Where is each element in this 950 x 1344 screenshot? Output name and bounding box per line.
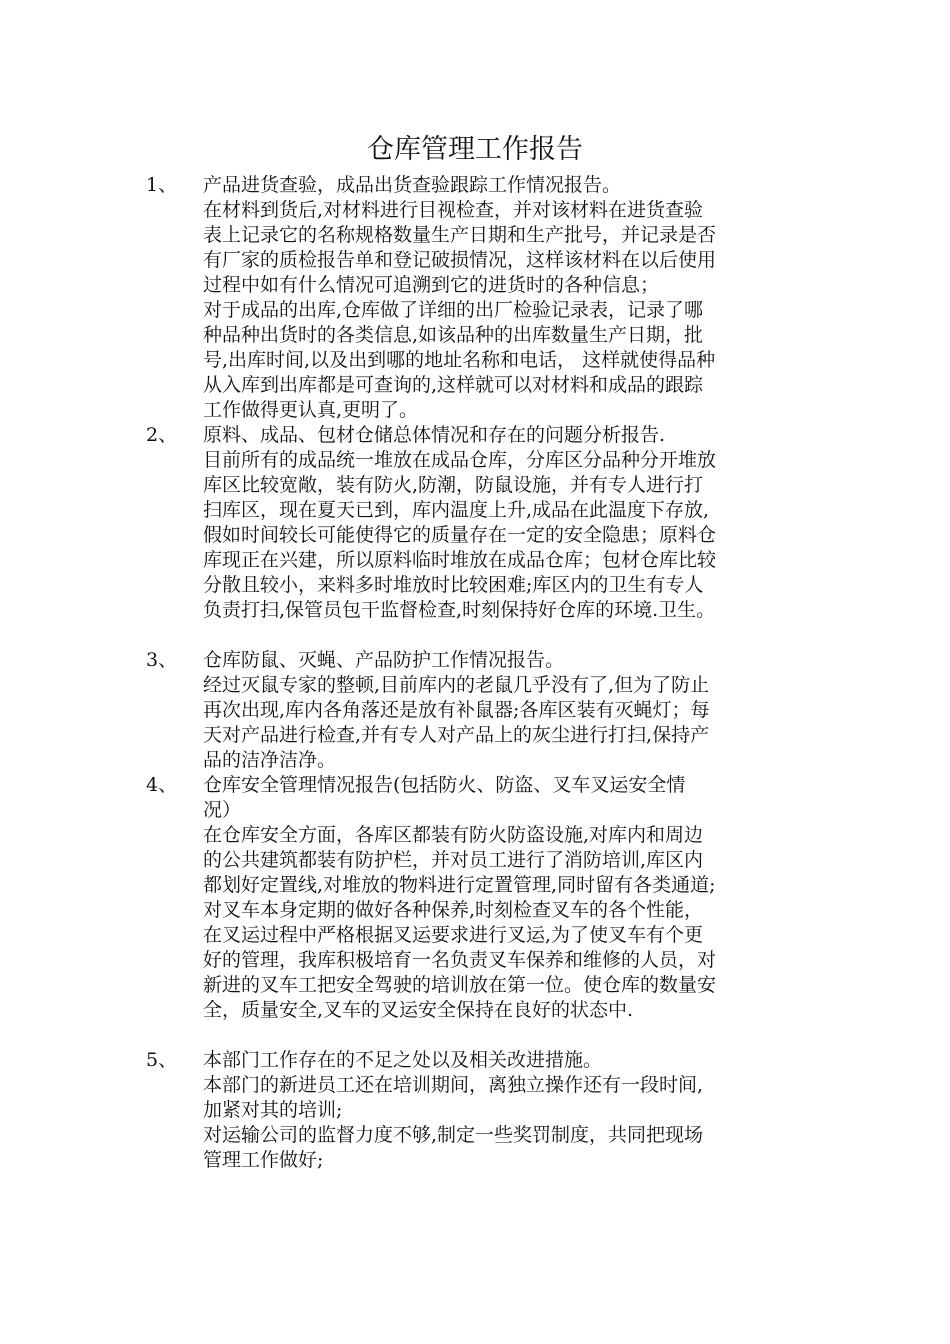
paragraph-line: 经过灭鼠专家的整顿,目前库内的老鼠几乎没有了,但为了防止 [203,674,710,696]
paragraph-line: 库区比较宽敞，装有防火,防潮，防鼠设施，并有专人进行打 [203,474,704,496]
section-heading: 产品进货查验，成品出货查验跟踪工作情况报告。 [203,174,622,196]
paragraph-line: 对于成品的出库,仓库做了详细的出厂检验记录表，记录了哪 [203,299,704,321]
paragraph-line: 库现正在兴建，所以原料临时堆放在成品仓库；包材仓库比较 [203,549,717,571]
paragraph-line: 在仓库安全方面，各库区都装有防火防盗设施,对库内和周边 [203,824,704,846]
paragraph-line: 工作做得更认真,更明了。 [203,399,419,421]
section-number: 4、 [146,774,178,796]
section-heading: 况） [203,799,242,821]
paragraph-line: 目前所有的成品统一堆放在成品仓库，分库区分品种分开堆放 [203,449,717,471]
paragraph-line: 对运输公司的监督力度不够,制定一些奖罚制度，共同把现场 [203,1124,704,1146]
paragraph-line: 扫库区，现在夏天已到，库内温度上升,成品在此温度下存放, [203,499,710,521]
paragraph-line: 假如时间较长可能使得它的质量存在一定的安全隐患；原料仓 [203,524,717,546]
section-body [203,173,815,423]
section-body [203,648,815,773]
section-number: 1、 [146,174,178,196]
paragraph-line: 加紧对其的培训; [203,1099,343,1121]
paragraph-line: 从入库到出库都是可查询的,这样就可以对材料和成品的跟踪 [203,374,704,396]
paragraph-line: 分散且较小，来料多时堆放时比较困难;库区内的卫生有专人 [203,574,704,596]
paragraph-line: 新进的叉车工把安全驾驶的培训放在第一位。使仓库的数量安 [203,974,717,996]
section-number: 3、 [146,649,178,671]
paragraph-line: 号,出库时间,以及出到哪的地址名称和电话， 这样就使得品种 [203,349,716,371]
section-heading: 仓库防鼠、灭蝇、产品防护工作情况报告。 [203,649,565,671]
paragraph-line: 再次出现,库内各角落还是放有补鼠器;各库区装有灭蝇灯；每 [203,699,710,721]
section-body [203,1048,815,1173]
paragraph-line: 表上记录它的名称规格数量生产日期和生产批号，并记录是否 [203,224,717,246]
paragraph-line: 对叉车本身定期的做好各种保养,时刻检查叉车的各个性能， [203,899,704,921]
paragraph-line: 天对产品进行检查,并有专人对产品上的灰尘进行打扫,保持产 [203,724,710,746]
section-heading: 仓库安全管理情况报告(包括防火、防盗、叉车叉运安全情 [203,774,686,796]
section-number: 5、 [146,1049,178,1071]
section-body [203,773,815,1023]
paragraph-line: 好的管理，我库积极培育一名负责叉车保养和维修的人员，对 [203,949,717,971]
paragraph-line: 有厂家的质检报告单和登记破损情况，这样该材料在以后使用 [203,249,717,271]
paragraph-line: 管理工作做好; [203,1149,324,1171]
section-body [203,423,815,623]
paragraph-line: 都划好定置线,对堆放的物料进行定置管理,同时留有各类通道; [203,874,716,896]
paragraph-line: 在叉运过程中严格根据叉运要求进行叉运,为了使叉车有个更 [203,924,704,946]
section-number: 2、 [146,424,178,446]
paragraph-line: 过程中如有什么情况可追溯到它的进货时的各种信息； [203,274,660,296]
document-title: 仓库管理工作报告 [367,134,583,165]
paragraph-line: 在材料到货后,对材料进行目视检查，并对该材料在进货查验 [203,199,704,221]
section-heading: 本部门工作存在的不足之处以及相关改进措施。 [203,1049,603,1071]
paragraph-line: 全，质量安全,叉车的叉运安全保持在良好的状态中. [203,999,634,1021]
paragraph-line: 负责打扫,保管员包干监督检查,时刻保持好仓库的环境.卫生。 [203,599,716,621]
paragraph-line: 种品种出货时的各类信息,如该品种的出库数量生产日期，批 [203,324,704,346]
section-heading: 原料、成品、包材仓储总体情况和存在的问题分析报告. [203,424,666,446]
paragraph-line: 的公共建筑都装有防护栏，并对员工进行了消防培训,库区内 [203,849,704,871]
paragraph-line: 品的洁净洁净。 [203,749,337,771]
paragraph-line: 本部门的新进员工还在培训期间，离独立操作还有一段时间, [203,1074,704,1096]
